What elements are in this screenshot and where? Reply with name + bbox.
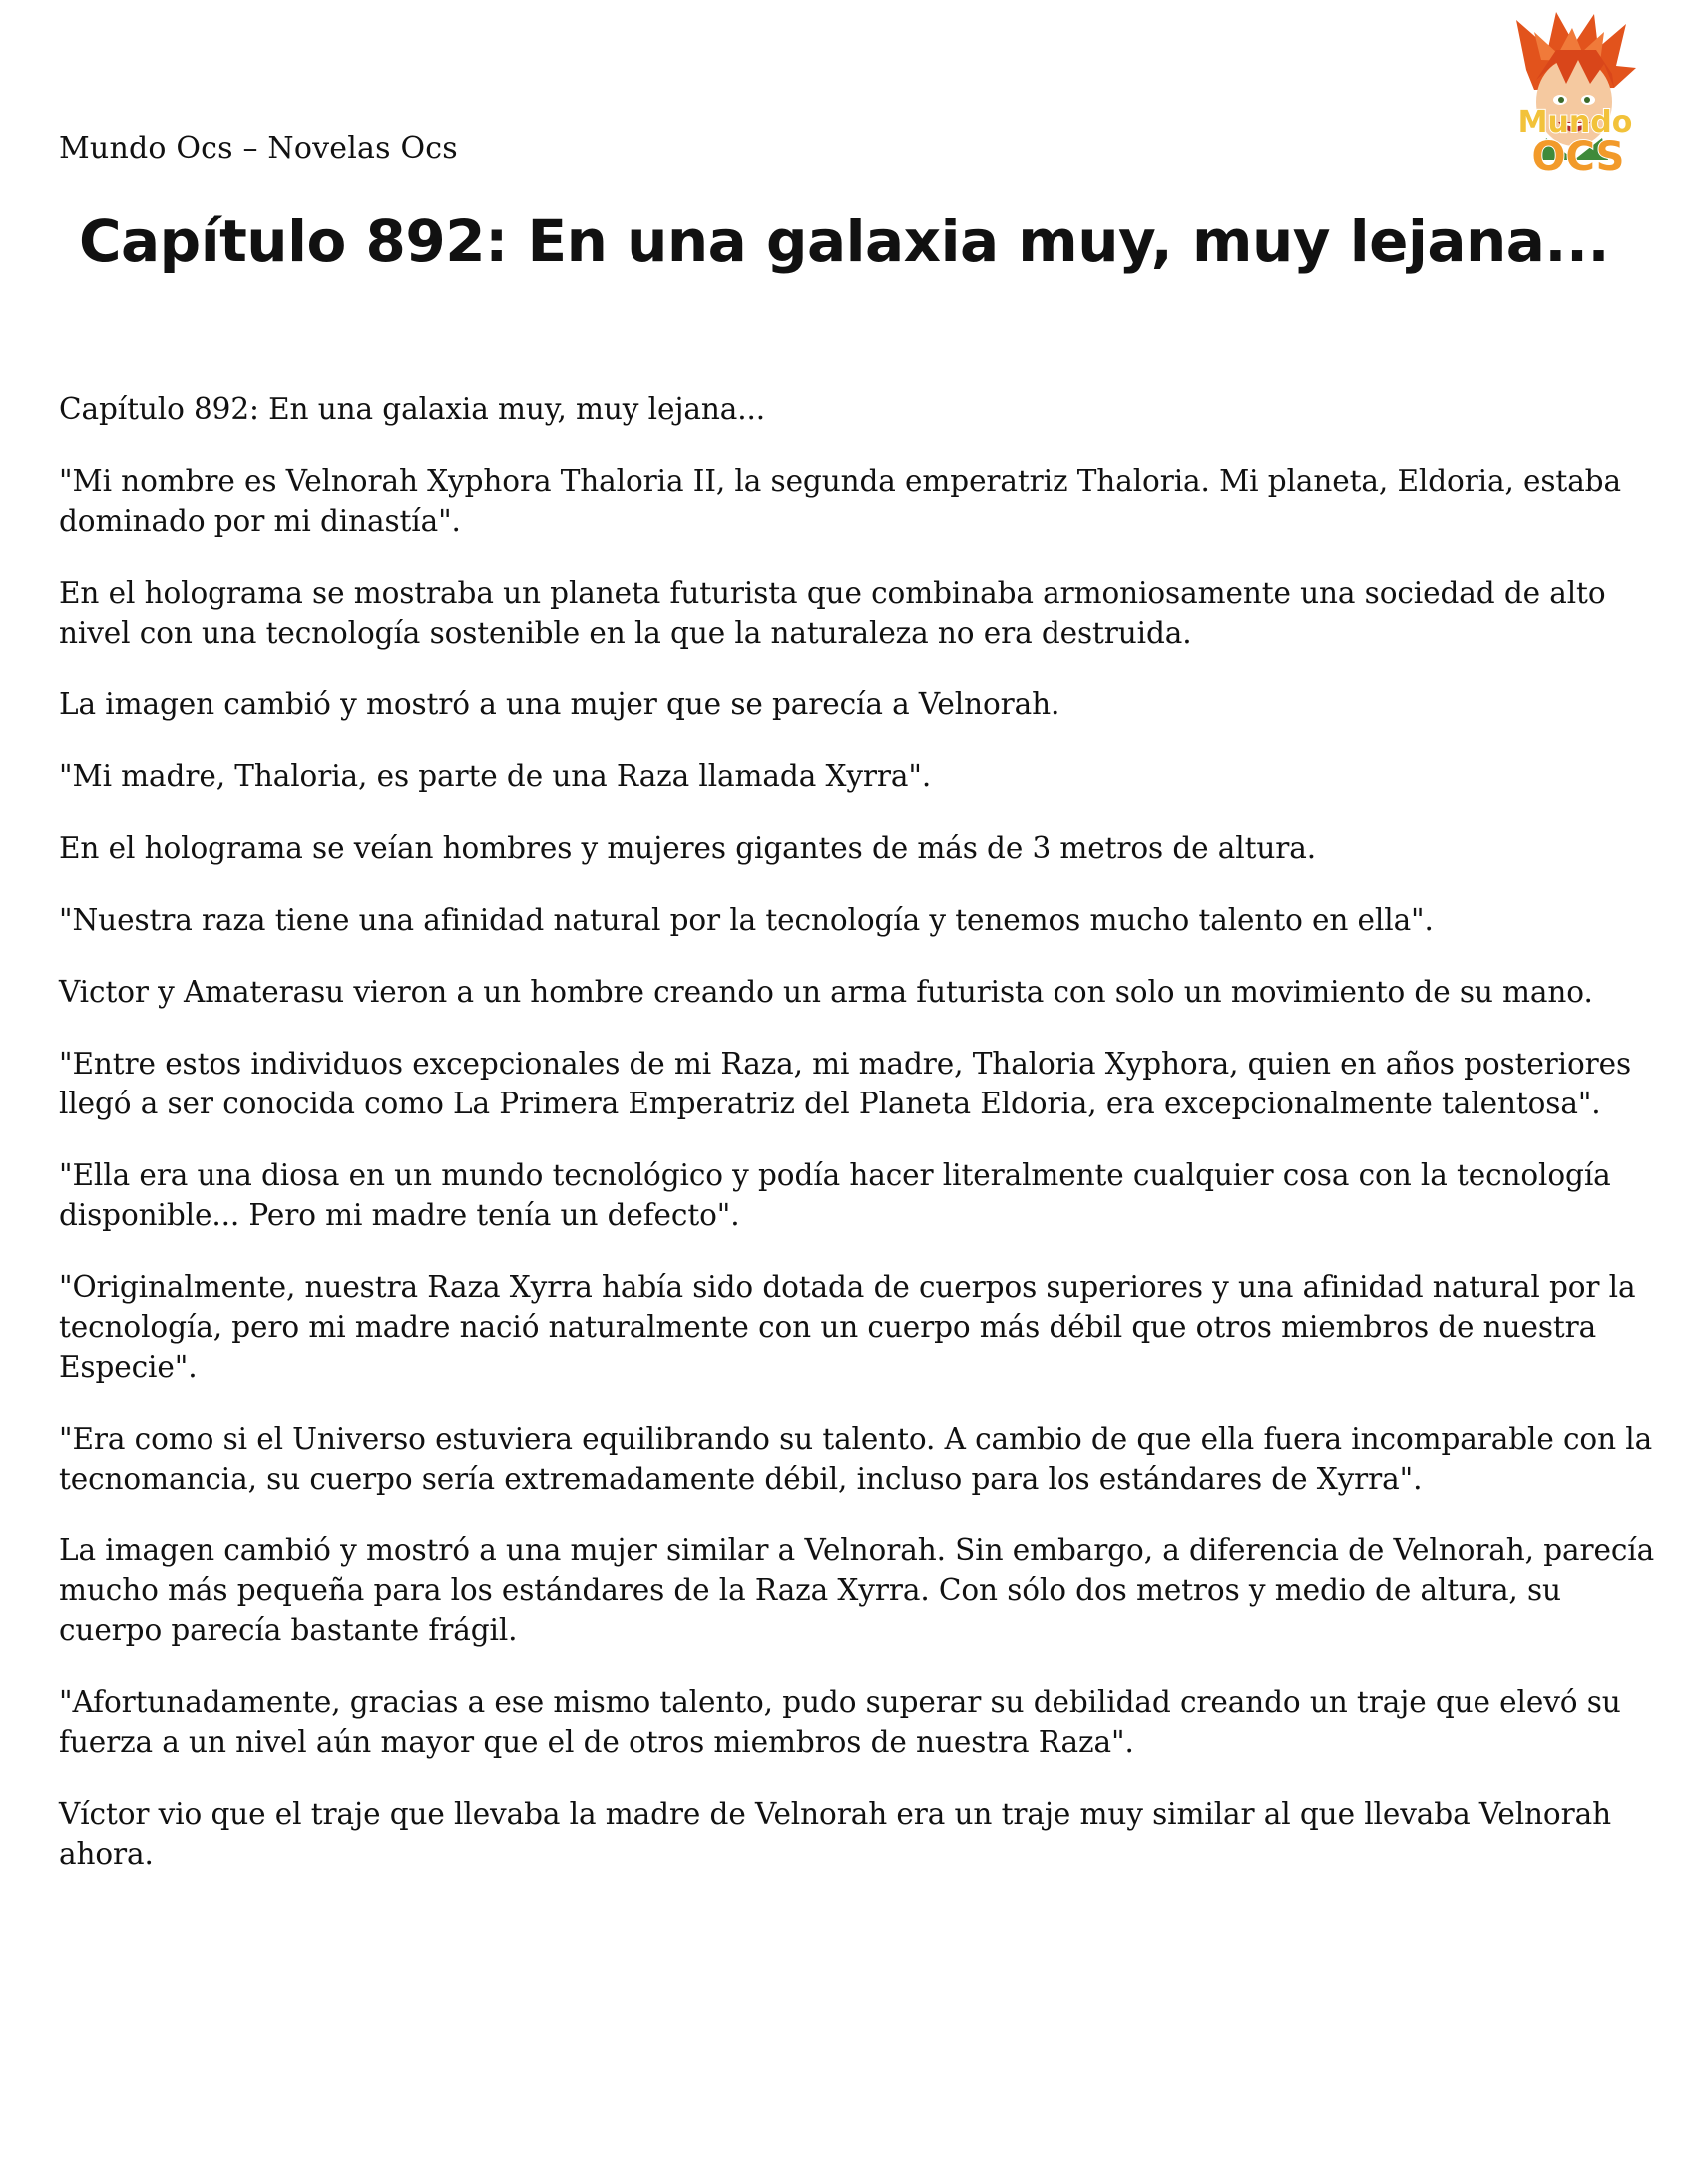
paragraph: "Mi madre, Thaloria, es parte de una Raza llamada Xyrra". — [59, 759, 932, 793]
paragraph: "Ella era una diosa en un mundo tecnológico y podía hacer literalmente cualquier cosa con la tecnología disponible... Pero mi madre tenía un defecto". — [59, 1158, 1611, 1232]
paragraph: "Afortunadamente, gracias a ese mismo talento, pudo superar su debilidad creando un traje que elevó su fuerza a un nivel aún mayor que el de otros miembros de nuestra Raza". — [59, 1685, 1621, 1759]
logo-text-top: Mundo — [1517, 105, 1633, 140]
paragraph: "Era como si el Universo estuviera equilibrando su talento. A cambio de que ella fuera incomparable con la tecnomancia, su cuerpo sería extremadamente débil, incluso para los estándares de Xyrra". — [59, 1422, 1653, 1496]
paragraph: Capítulo 892: En una galaxia muy, muy lejana... — [59, 392, 766, 426]
site-name: Mundo Ocs – Novelas Ocs — [59, 131, 458, 166]
paragraph: "Mi nombre es Velnorah Xyphora Thaloria II, la segunda emperatriz Thaloria. Mi planeta, Eldoria, estaba dominado por mi dinastía". — [59, 464, 1621, 538]
paragraph: La imagen cambió y mostró a una mujer que se parecía a Velnorah. — [59, 687, 1060, 721]
mundo-ocs-logo — [1486, 10, 1664, 182]
paragraph: "Entre estos individuos excepcionales de mi Raza, mi madre, Thaloria Xyphora, quien en años posteriores llegó a ser conocida como La Primera Emperatriz del Planeta Eldoria, era excepcionalmente talentosa". — [59, 1047, 1632, 1120]
paragraph: En el holograma se mostraba un planeta futurista que combinaba armoniosamente una sociedad de alto nivel con una tecnología sostenible en la que la naturaleza no era destruida. — [59, 576, 1606, 650]
paragraph: En el holograma se veían hombres y mujeres gigantes de más de 3 metros de altura. — [59, 831, 1317, 865]
paragraph: La imagen cambió y mostró a una mujer similar a Velnorah. Sin embargo, a diferencia de Velnorah, parecía mucho más pequeña para los estándares de la Raza Xyrra. Con sólo dos metros y medio de altura, su cuerpo parecía bastante frágil. — [59, 1533, 1655, 1647]
paragraph: Víctor vio que el traje que llevaba la madre de Velnorah era un traje muy similar al que llevaba Velnorah ahora. — [59, 1797, 1611, 1871]
chapter-body — [59, 389, 1655, 1906]
paragraph: "Nuestra raza tiene una afinidad natural por la tecnología y tenemos mucho talento en ella". — [59, 903, 1434, 937]
chapter-title: Capítulo 892: En una galaxia muy, muy lejana... — [78, 208, 1610, 275]
paragraph: Victor y Amaterasu vieron a un hombre creando un arma futurista con solo un movimiento de su mano. — [59, 975, 1593, 1009]
paragraph: "Originalmente, nuestra Raza Xyrra había sido dotada de cuerpos superiores y una afinidad natural por la tecnología, pero mi madre nació naturalmente con un cuerpo más débil que otros miembros de nuestra Especie". — [59, 1270, 1636, 1384]
logo-text-bottom: OCS — [1531, 134, 1625, 180]
